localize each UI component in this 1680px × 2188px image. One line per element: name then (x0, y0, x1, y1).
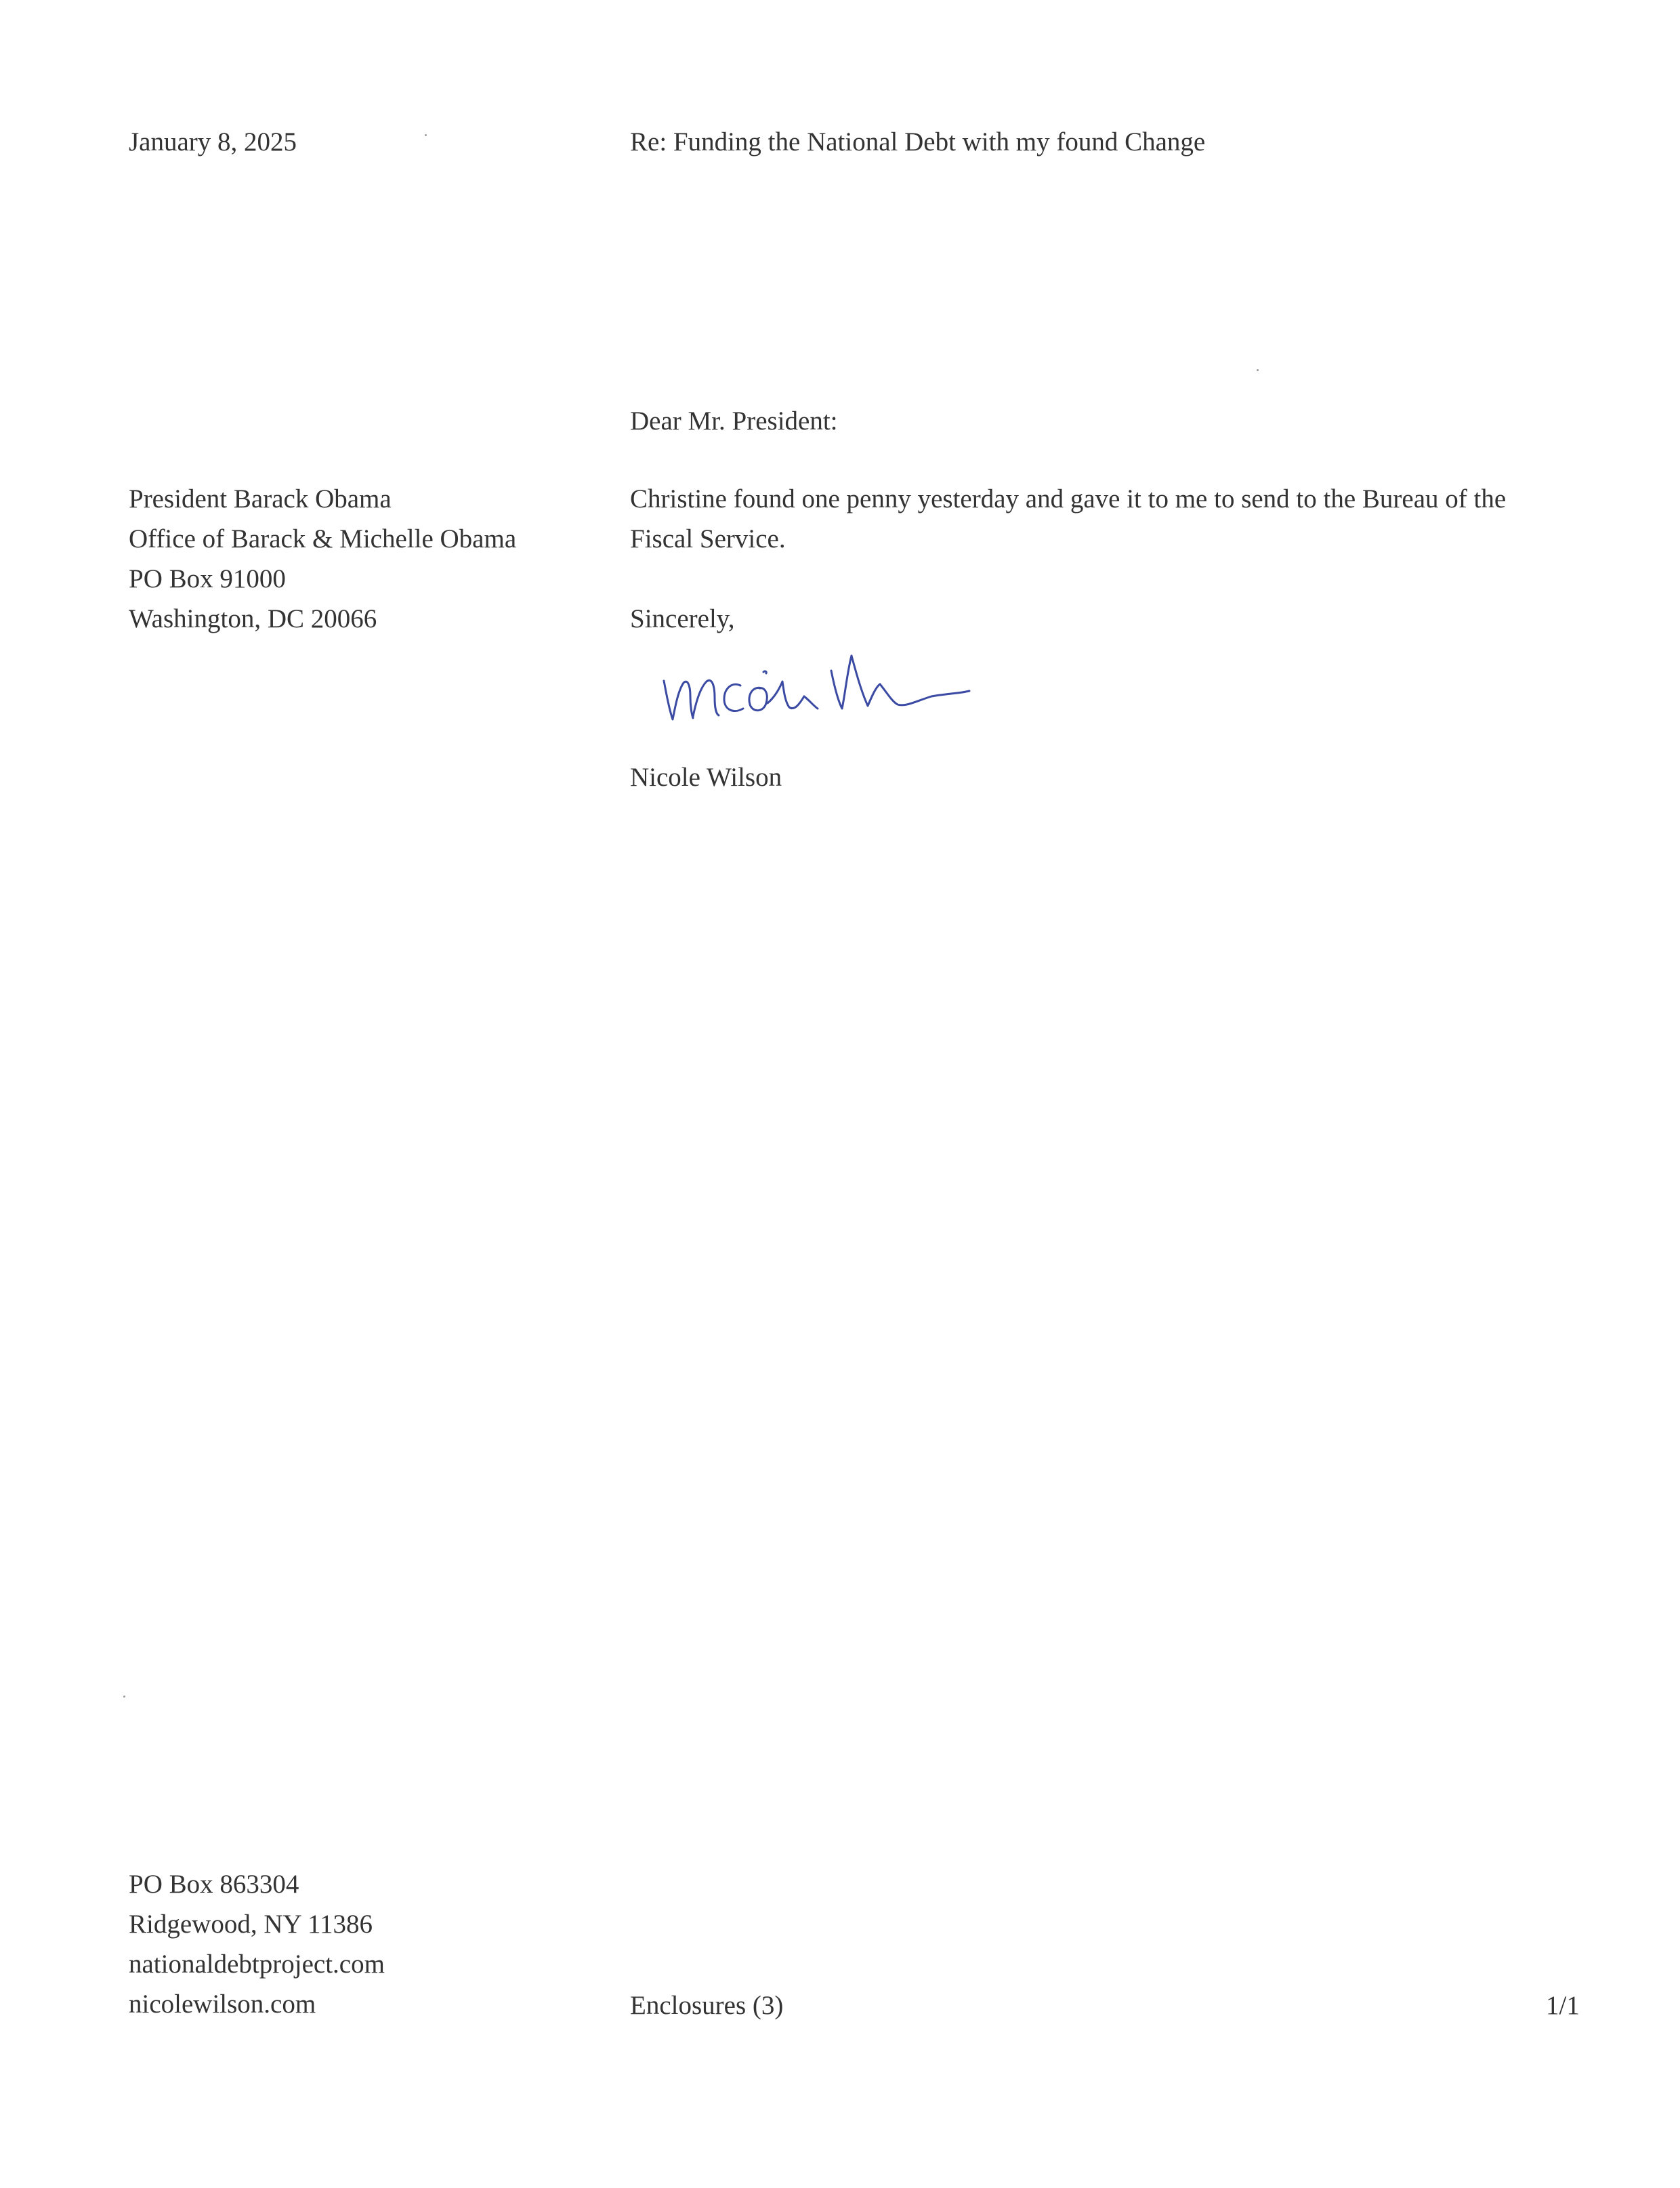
body-line-1: Christine found one penny yesterday and gave it to me to send to the Bureau of the (630, 484, 1507, 513)
salutation: Dear Mr. President: (630, 406, 838, 436)
recipient-po-box: PO Box 91000 (129, 564, 286, 593)
closing: Sincerely, (630, 604, 735, 633)
sender-city-state-zip: Ridgewood, NY 11386 (129, 1910, 373, 1939)
sender-address (129, 1864, 385, 2024)
sender-website-1: nationaldebtproject.com (129, 1950, 385, 1979)
letter-body (630, 479, 1592, 559)
signer-name: Nicole Wilson (630, 763, 782, 792)
signature-drawing (660, 644, 999, 732)
sender-website-2: nicolewilson.com (129, 1990, 316, 2019)
recipient-office: Office of Barack & Michelle Obama (129, 524, 517, 553)
letter-subject: Re: Funding the National Debt with my found Change (630, 127, 1206, 156)
paper-speck (123, 1696, 125, 1698)
sender-po-box: PO Box 863304 (129, 1870, 299, 1899)
recipient-name: President Barack Obama (129, 484, 392, 513)
paper-speck (1257, 369, 1259, 371)
letter-date: January 8, 2025 (129, 127, 297, 156)
handwritten-signature (660, 644, 999, 732)
recipient-address (129, 479, 516, 639)
page-number: 1/1 (1546, 1991, 1580, 2020)
body-line-2: Fiscal Service. (630, 524, 786, 553)
enclosures-note: Enclosures (3) (630, 1991, 784, 2020)
paper-speck (425, 134, 427, 136)
recipient-city-state-zip: Washington, DC 20066 (129, 604, 377, 633)
